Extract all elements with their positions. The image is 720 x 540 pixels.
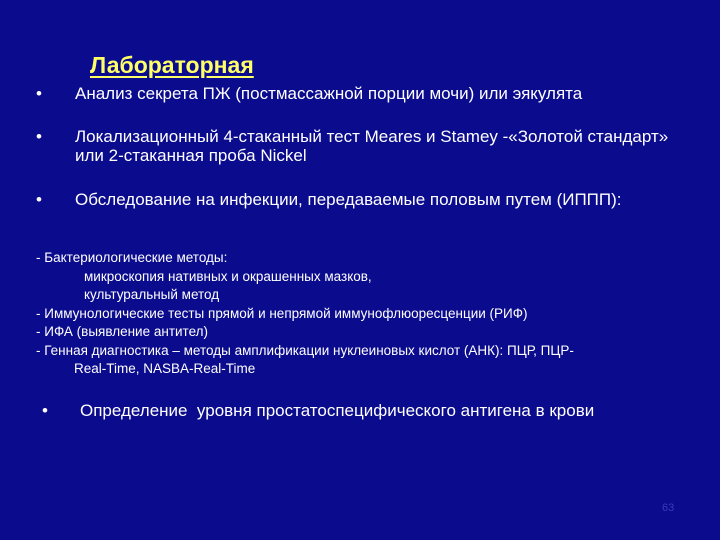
bullet-text: Определение уровня простатоспецифического антигена в крови (80, 401, 595, 420)
sublist-item: Real-Time, NASBA-Real-Time (74, 361, 256, 376)
sublist-item: - ИФА (выявление антител) (36, 324, 209, 339)
bullet-icon: • (42, 401, 48, 420)
bullet-icon: • (36, 127, 42, 146)
bullet-icon: • (36, 190, 42, 209)
bullet-text: Локализационный 4-стаканный тест Meares и Stamey -«Золотой стандарт» или 2-стаканная проба Nickel (75, 127, 669, 165)
bullet-text: Анализ секрета ПЖ (постмассажной порции мочи) или эякулята (75, 84, 583, 103)
sublist-item: - Генная диагностика – методы амплификации нуклеиновых кислот (АНК): ПЦР, ПЦР- (36, 342, 574, 358)
sublist-item: культуральный метод (84, 287, 220, 302)
sublist-item: - Бактериологические методы: (36, 250, 228, 265)
bullet-text: Обследование на инфекции, передаваемые половым путем (ИППП): (75, 190, 622, 209)
method-sublist (36, 249, 706, 379)
slide-title: Лабораторная (90, 52, 254, 78)
page-number: 63 (662, 502, 675, 514)
sublist-item: - Иммунологические тесты прямой и непрямой иммунофлюоресценции (РИФ) (36, 305, 528, 321)
bullet-icon: • (36, 84, 42, 103)
sublist-item: микроскопия нативных и окрашенных мазков, (84, 268, 372, 284)
